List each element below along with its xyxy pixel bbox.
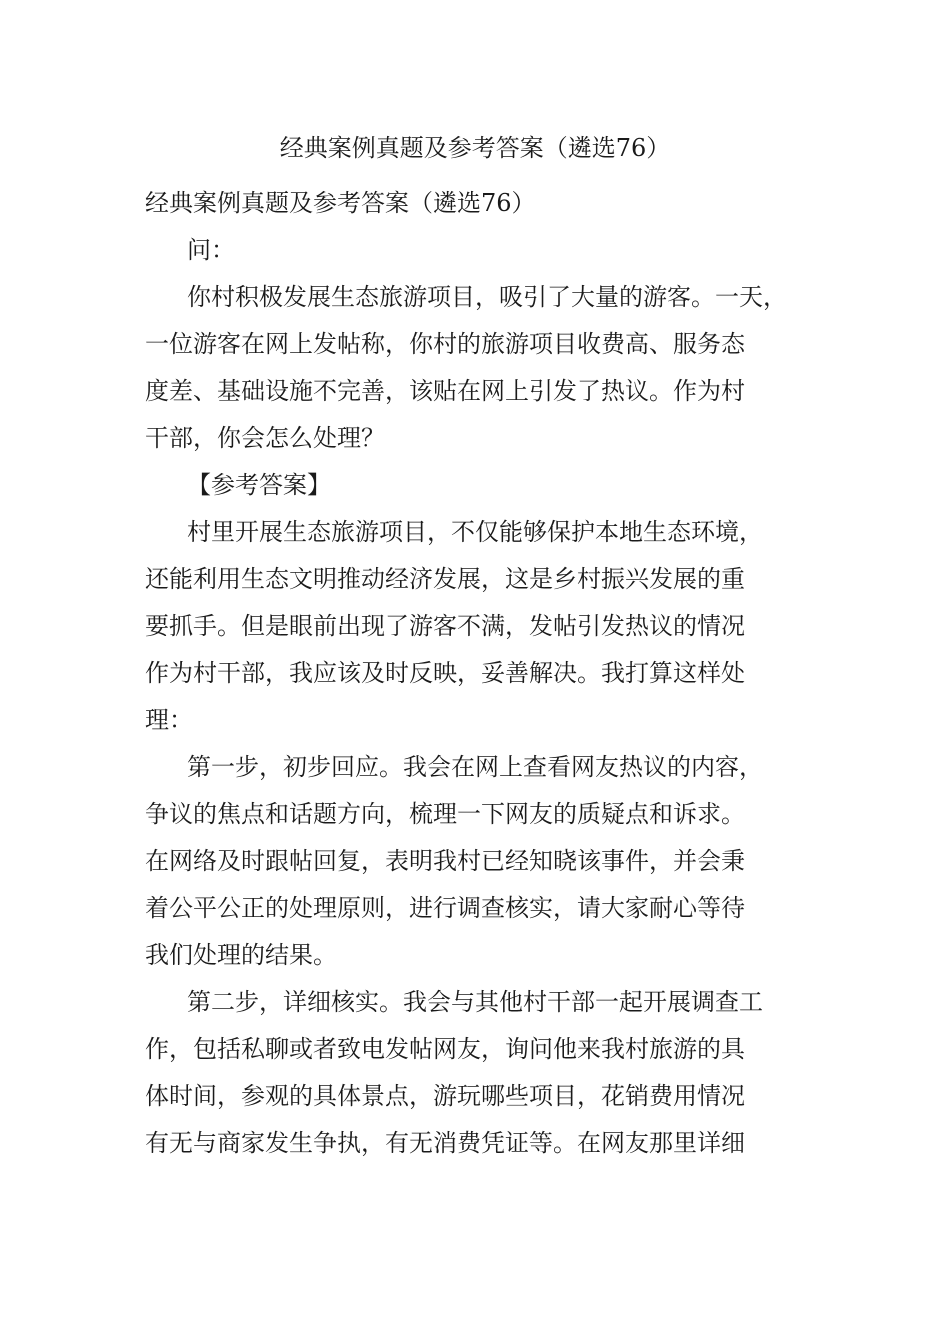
question-line: 一位游客在网上发帖称，你村的旅游项目收费高、服务态 bbox=[145, 330, 745, 358]
answer-line: 理： bbox=[145, 706, 193, 734]
body-heading: 经典案例真题及参考答案（遴选76） bbox=[145, 189, 536, 217]
answer-line: 作为村干部，我应该及时反映，妥善解决。我打算这样处 bbox=[145, 659, 745, 687]
answer-line: 还能利用生态文明推动经济发展，这是乡村振兴发展的重 bbox=[145, 565, 745, 593]
question-line: 度差、基础设施不完善，该贴在网上引发了热议。作为村 bbox=[145, 377, 745, 405]
question-line: 你村积极发展生态旅游项目，吸引了大量的游客。一天， bbox=[187, 283, 787, 311]
answer-label: 【参考答案】 bbox=[187, 471, 331, 499]
answer-line: 要抓手。但是眼前出现了游客不满，发帖引发热议的情况 bbox=[145, 612, 745, 640]
document-title: 经典案例真题及参考答案（遴选76） bbox=[279, 134, 671, 162]
step-one-line: 争议的焦点和话题方向，梳理一下网友的质疑点和诉求。 bbox=[145, 800, 745, 828]
question-line: 干部，你会怎么处理？ bbox=[145, 424, 385, 452]
question-label: 问： bbox=[187, 236, 235, 264]
step-two-line: 有无与商家发生争执，有无消费凭证等。在网友那里详细 bbox=[145, 1129, 745, 1157]
step-one-line: 在网络及时跟帖回复，表明我村已经知晓该事件，并会秉 bbox=[145, 847, 745, 875]
step-one-line: 着公平公正的处理原则，进行调查核实，请大家耐心等待 bbox=[145, 894, 745, 922]
step-two-line: 体时间，参观的具体景点，游玩哪些项目，花销费用情况 bbox=[145, 1082, 745, 1110]
step-one-line: 第一步，初步回应。我会在网上查看网友热议的内容， bbox=[187, 753, 763, 781]
answer-line: 村里开展生态旅游项目，不仅能够保护本地生态环境， bbox=[187, 518, 763, 546]
step-one-line: 我们处理的结果。 bbox=[145, 941, 337, 969]
step-two-line: 作，包括私聊或者致电发帖网友，询问他来我村旅游的具 bbox=[145, 1035, 745, 1063]
step-two-line: 第二步，详细核实。我会与其他村干部一起开展调查工 bbox=[187, 988, 763, 1016]
document-body bbox=[145, 180, 810, 1167]
